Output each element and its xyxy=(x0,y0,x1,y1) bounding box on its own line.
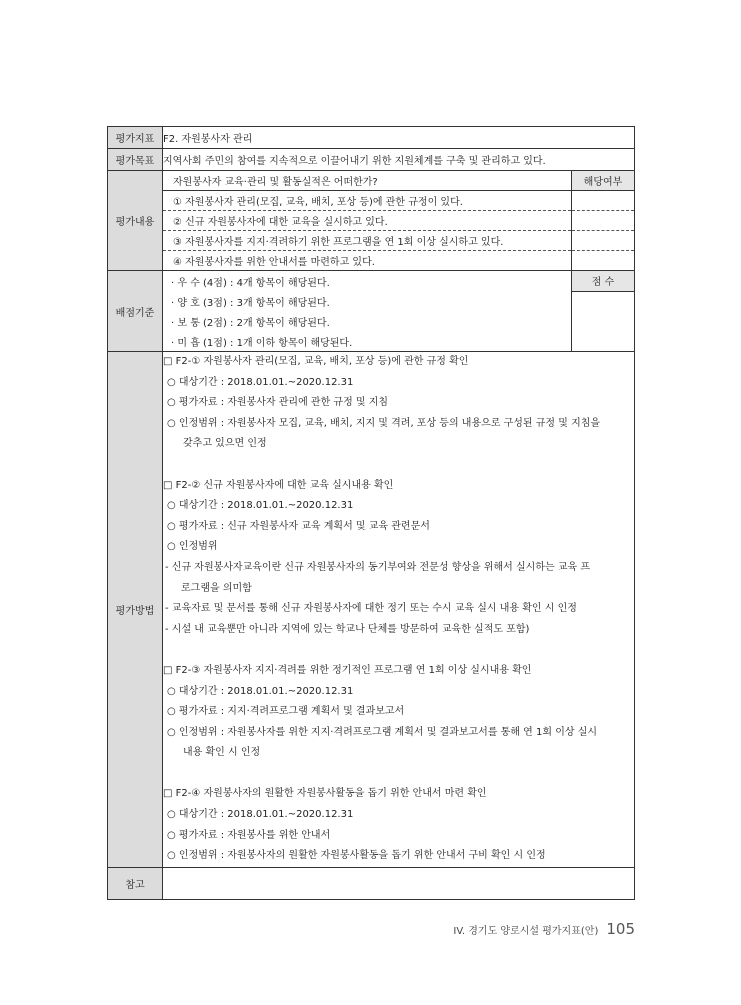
method-spacer xyxy=(163,640,634,661)
method-line: ○ 인정범위 : 자원봉사자 모집, 교육, 배치, 지지 및 격려, 포상 등의 내용으로 구성된 규정 및 지침을 xyxy=(167,417,601,429)
indicator-label: 평가지표 xyxy=(108,127,163,149)
scoring-cell xyxy=(163,271,635,352)
method-line: - 신규 자원봉사자교육이란 신규 자원봉사자의 동기부여와 전문성 향상을 위해서 실시하는 교육 프 xyxy=(165,561,590,573)
reference-label: 참고 xyxy=(108,867,163,899)
evaluation-table xyxy=(107,126,635,900)
method-cell xyxy=(163,352,635,868)
method-line: - 교육자료 및 문서를 통해 신규 자원봉사자에 대한 정기 또는 수시 교육 실시 내용 확인 시 인정 xyxy=(165,603,577,615)
content-item: ④ 자원봉사자를 위한 안내서를 마련하고 있다. xyxy=(173,257,375,268)
method-line: □ F2-④ 자원봉사자의 원활한 자원봉사활동을 돕기 위한 안내서 마련 확인 xyxy=(163,788,487,800)
method-line: □ F2-② 신규 자원봉사자에 대한 교육 실시내용 확인 xyxy=(163,479,394,491)
method-line: □ F2-① 자원봉사자 관리(모집, 교육, 배치, 포상 등)에 관한 규정 확인 xyxy=(163,356,469,367)
method-label: 평가방법 xyxy=(108,352,163,868)
method-line: ○ 인정범위 : 자원봉사자를 위한 지지·격려프로그램 계획서 및 결과보고서를 통해 연 1회 이상 실시 xyxy=(167,726,598,738)
method-spacer xyxy=(163,764,634,785)
method-line: ○ 평가자료 : 자원봉사를 위한 안내서 xyxy=(167,829,331,841)
method-line: ○ 대상기간 : 2018.01.01.~2020.12.31 xyxy=(167,500,354,512)
goal-row xyxy=(108,149,635,171)
scoring-item: · 양 호 (3점) : 3개 항목이 해당된다. xyxy=(171,297,330,309)
content-subtable xyxy=(163,171,634,270)
method-line: 갖추고 있으면 인정 xyxy=(183,438,267,450)
method-line: ○ 평가자료 : 자원봉사자 관리에 관한 규정 및 지침 xyxy=(167,397,389,409)
method-line: - 시설 내 교육뿐만 아니라 지역에 있는 학교나 단체를 방문하여 교육한 실적도 포함) xyxy=(165,623,530,635)
scoring-row xyxy=(108,271,635,352)
content-row xyxy=(108,171,635,271)
applies-cell xyxy=(572,251,635,271)
applies-cell xyxy=(572,211,635,231)
applies-header: 해당여부 xyxy=(572,171,635,191)
method-line: □ F2-③ 자원봉사자 지지·격려를 위한 정기적인 프로그램 연 1회 이상 실시내용 확인 xyxy=(163,664,532,676)
scoring-subtable xyxy=(163,271,634,351)
method-line: 로그램을 의미함 xyxy=(181,582,252,594)
method-line: ○ 대상기간 : 2018.01.01.~2020.12.31 xyxy=(167,685,354,697)
content-item: ① 자원봉사자 관리(모집, 교육, 배치, 포상 등)에 관한 규정이 있다. xyxy=(163,191,572,211)
method-spacer xyxy=(163,455,634,476)
method-line: ○ 인정범위 xyxy=(167,541,218,553)
method-row xyxy=(108,352,635,868)
score-header: 점 수 xyxy=(572,271,635,291)
method-line: ○ 인정범위 : 자원봉사자의 원활한 자원봉사활동을 돕기 위한 안내서 구비 확인 시 인정 xyxy=(167,850,546,862)
applies-cell xyxy=(572,191,635,211)
reference-row xyxy=(108,867,635,899)
goal-value: 지역사회 주민의 참여를 지속적으로 이끌어내기 위한 지원체계를 구축 및 관리하고 있다. xyxy=(163,149,635,171)
scoring-label: 배점기준 xyxy=(108,271,163,352)
goal-label: 평가목표 xyxy=(108,149,163,171)
scoring-item: · 미 흡 (1점) : 1개 이하 항목이 해당된다. xyxy=(171,337,353,349)
method-line: ○ 대상기간 : 2018.01.01.~2020.12.31 xyxy=(167,376,354,388)
scoring-item: · 우 수 (4점) : 4개 항목이 해당된다. xyxy=(171,277,330,289)
method-line: ○ 평가자료 : 지지·격려프로그램 계획서 및 결과보고서 xyxy=(167,706,405,718)
page-footer xyxy=(453,920,635,938)
method-line: ○ 대상기간 : 2018.01.01.~2020.12.31 xyxy=(167,809,354,821)
page-number: 105 xyxy=(606,920,635,938)
content-item: ② 신규 자원봉사자에 대한 교육을 실시하고 있다. xyxy=(163,211,572,231)
content-item: ③ 자원봉사자를 지지·격려하기 위한 프로그램을 연 1회 이상 실시하고 있다. xyxy=(163,231,572,251)
score-cell xyxy=(572,291,635,351)
indicator-value: F2. 자원봉사자 관리 xyxy=(163,127,635,149)
content-label: 평가내용 xyxy=(108,171,163,271)
content-cell xyxy=(163,171,635,271)
footer-section: IV. 경기도 양로시설 평가지표(안) xyxy=(453,926,599,937)
method-line: 내용 확인 시 인정 xyxy=(183,747,261,759)
applies-cell xyxy=(572,231,635,251)
content-question: 자원봉사자 교육·관리 및 활동실적은 어떠한가? xyxy=(163,171,572,191)
scoring-item: · 보 통 (2점) : 2개 항목이 해당된다. xyxy=(171,317,330,329)
indicator-row xyxy=(108,127,635,149)
reference-value xyxy=(163,867,635,899)
method-line: ○ 평가자료 : 신규 자원봉사자 교육 계획서 및 교육 관련문서 xyxy=(167,520,430,532)
